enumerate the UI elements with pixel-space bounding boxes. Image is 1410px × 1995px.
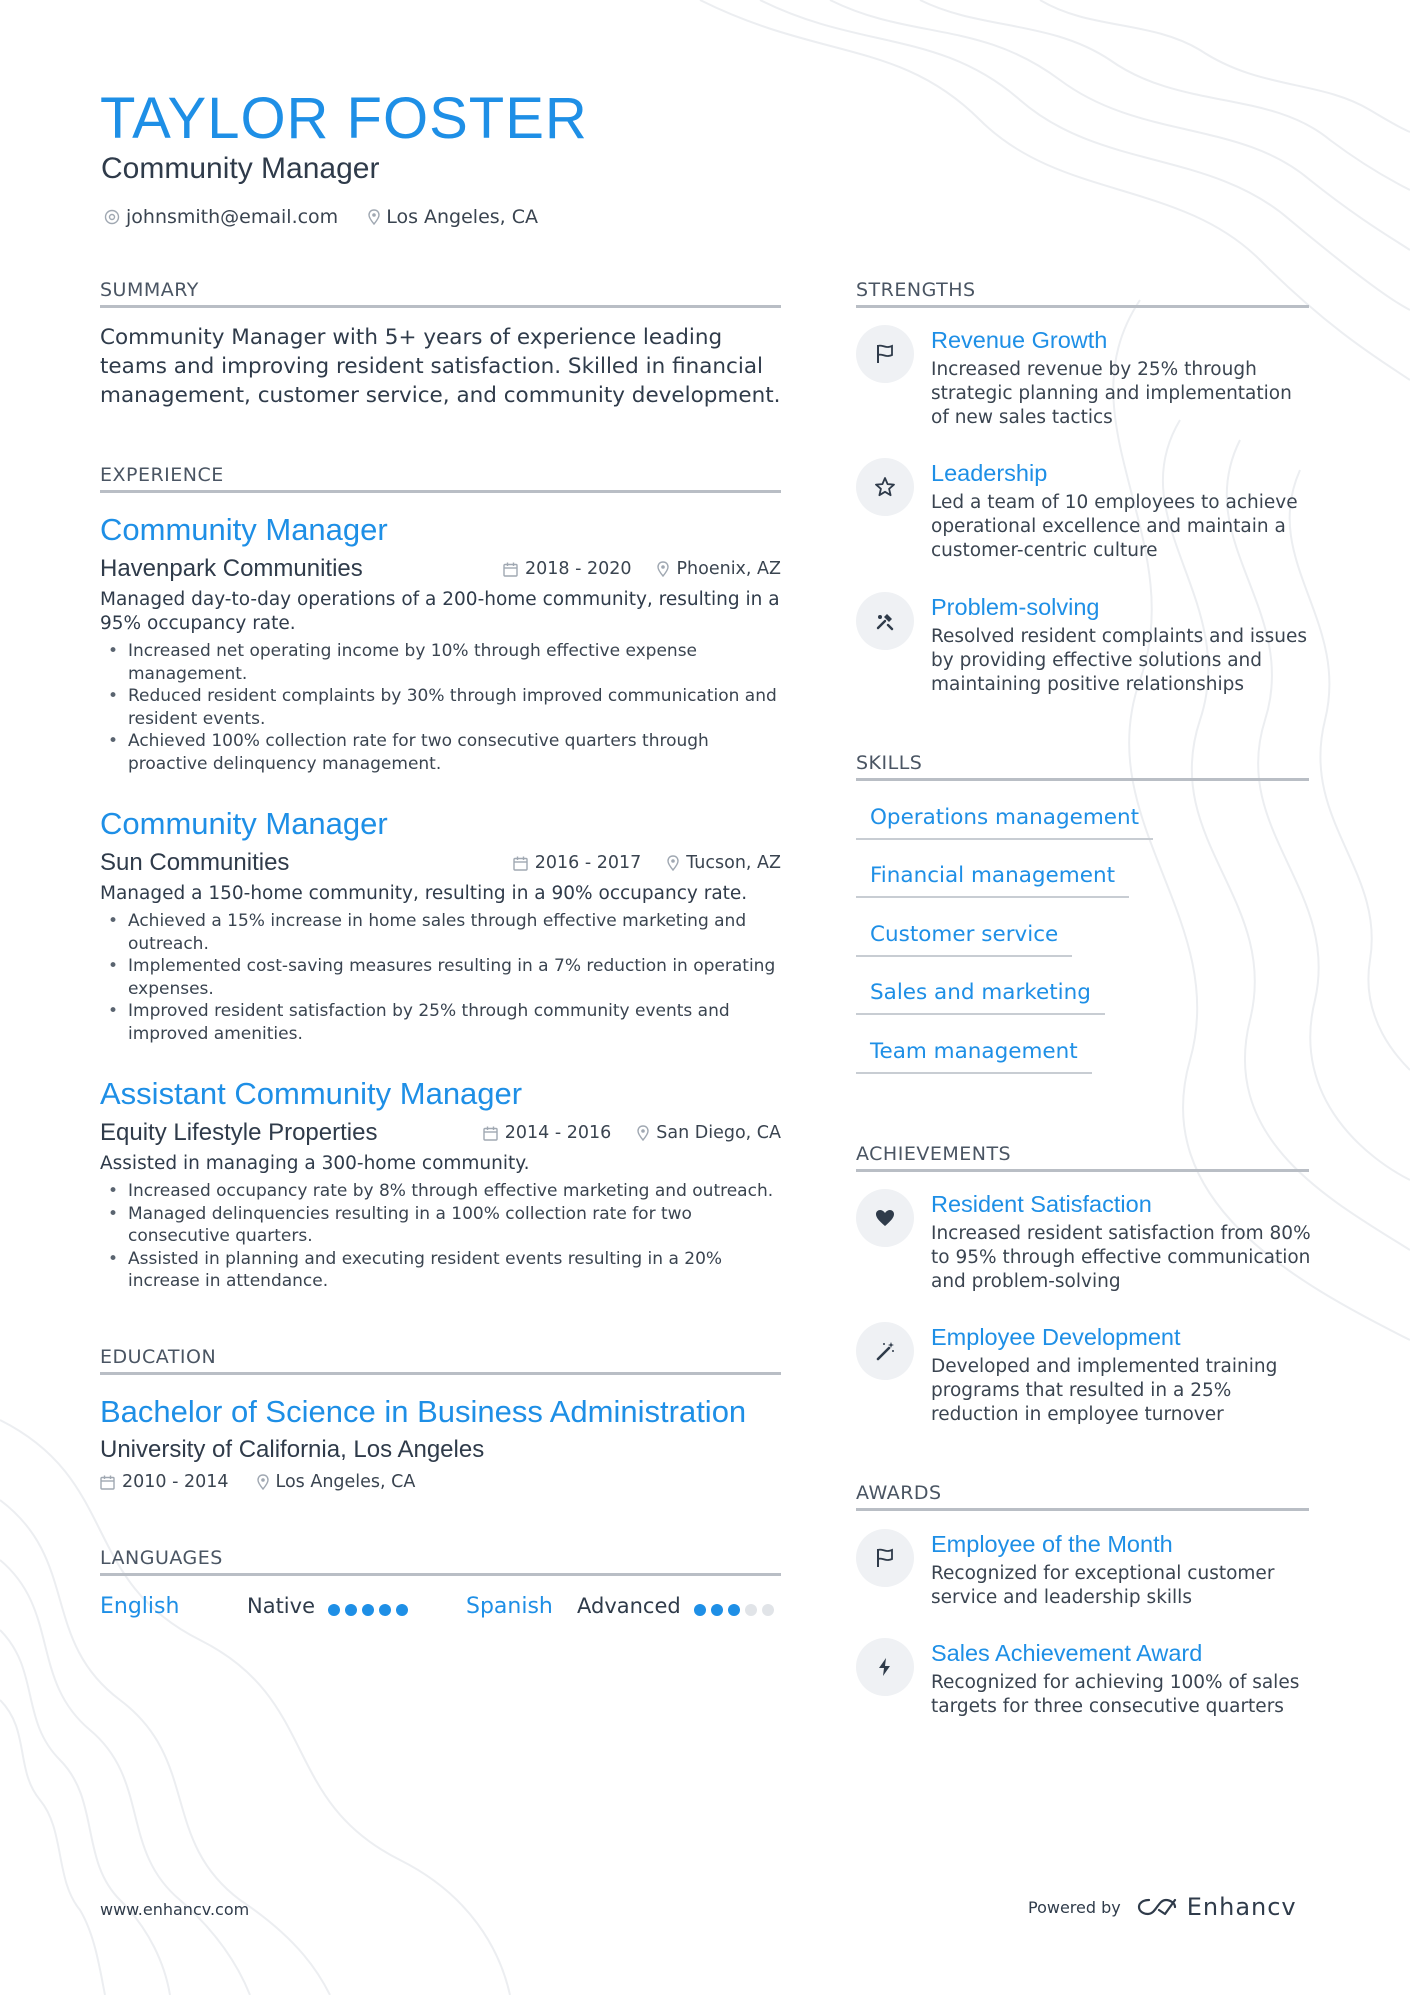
job-description: Managed a 150-home community, resulting in a 90% occupancy rate. [100, 883, 748, 904]
map-pin-icon [257, 1474, 269, 1490]
rating-dot-filled [379, 1604, 391, 1616]
strength-title: Leadership [931, 460, 1048, 486]
powered-by-label: Powered by [1028, 1897, 1121, 1917]
flag-icon [856, 1529, 914, 1587]
summary-heading: SUMMARY [100, 273, 781, 308]
candidate-title: Community Manager [101, 152, 380, 185]
job-description: Managed day-to-day operations of a 200-home community, resulting in a 95% occupancy rate. [100, 589, 780, 634]
brand-name: Enhancv [1186, 1893, 1297, 1921]
bolt-icon [856, 1638, 914, 1696]
strengths-heading: STRENGTHS [856, 273, 1309, 308]
job-title: Assistant Community Manager [100, 1076, 523, 1111]
job-bullet: • Achieved 100% collection rate for two consecutive quarters through proactive delinquency management. [128, 730, 781, 775]
language-level: Advanced [577, 1594, 681, 1618]
footer-website[interactable]: www.enhancv.com [100, 1900, 250, 1919]
map-pin-icon [657, 561, 669, 577]
education-dates: 2010 - 2014 [122, 1472, 229, 1492]
rating-dot-filled [694, 1604, 706, 1616]
education-location: Los Angeles, CA [275, 1472, 416, 1492]
language-name: English [100, 1594, 180, 1619]
strength-description: Increased revenue by 25% through strategic planning and implementation of new sales tactics [931, 359, 1292, 428]
strength-title: Revenue Growth [931, 327, 1108, 353]
job-description: Assisted in managing a 300-home community. [100, 1153, 530, 1174]
flag-icon [856, 325, 914, 383]
skill-tag: Financial management [856, 863, 1129, 898]
achievement-title: Resident Satisfaction [931, 1191, 1152, 1217]
skill-tag: Operations management [856, 805, 1153, 840]
experience-heading: EXPERIENCE [100, 458, 781, 493]
rating-dot-filled [396, 1604, 408, 1616]
language-level: Native [247, 1594, 315, 1618]
rating-dot-filled [345, 1604, 357, 1616]
achievements-heading: ACHIEVEMENTS [856, 1137, 1309, 1172]
map-pin-icon [667, 855, 679, 871]
education-heading: EDUCATION [100, 1340, 781, 1375]
skill-tag: Sales and marketing [856, 980, 1105, 1015]
education-item [100, 1394, 781, 1492]
job-bullet: • Reduced resident complaints by 30% through improved communication and resident events. [128, 685, 781, 730]
job-dates: 2014 - 2016 [504, 1123, 612, 1143]
job-bullet: • Improved resident satisfaction by 25% through community events and improved amenities. [128, 1000, 781, 1045]
job-bullet: • Implemented cost-saving measures resulting in a 7% reduction in operating expenses. [128, 955, 781, 1000]
brand-logo[interactable] [1135, 1893, 1297, 1921]
rating-dot-filled [328, 1604, 340, 1616]
job-bullet: • Achieved a 15% increase in home sales through effective marketing and outreach. [128, 910, 781, 955]
language-name: Spanish [466, 1594, 553, 1619]
rating-dot-empty [762, 1604, 774, 1616]
magic-wand-icon [856, 1322, 914, 1380]
enhancv-logo-icon [1135, 1896, 1179, 1918]
achievement-title: Employee Development [931, 1324, 1181, 1350]
strength-title: Problem-solving [931, 594, 1100, 620]
award-description: Recognized for achieving 100% of sales targets for three consecutive quarters [931, 1672, 1300, 1717]
location-item [368, 206, 538, 228]
job-bullet: • Managed delinquencies resulting in a 100% collection rate for two consecutive quarters. [128, 1203, 781, 1248]
experience-item [100, 1076, 781, 1293]
rating-dot-filled [711, 1604, 723, 1616]
job-title: Community Manager [100, 806, 388, 841]
job-bullet: • Increased occupancy rate by 8% through effective marketing and outreach. [128, 1180, 781, 1203]
strength-description: Resolved resident complaints and issues by providing effective solutions and maintaining positive relationships [931, 626, 1308, 695]
email-item[interactable] [104, 206, 338, 228]
contact-info [104, 206, 538, 228]
language-rating [328, 1604, 408, 1616]
job-bullets [100, 1180, 781, 1293]
job-bullet: • Assisted in planning and executing resident events resulting in a 20% increase in attendance. [128, 1248, 781, 1293]
languages-heading: LANGUAGES [100, 1541, 781, 1576]
strength-description: Led a team of 10 employees to achieve operational excellence and maintain a customer-centric culture [931, 492, 1298, 561]
map-pin-icon [637, 1125, 649, 1141]
achievement-description: Developed and implemented training programs that resulted in a 25% reduction in employee turnover [931, 1356, 1278, 1425]
at-icon [104, 209, 120, 225]
summary-text: Community Manager with 5+ years of experience leading teams and improving resident satisfaction. Skilled in financial management, customer service, and community development. [100, 325, 781, 408]
calendar-icon [483, 1126, 498, 1141]
candidate-name: TAYLOR FOSTER [100, 86, 588, 151]
awards-heading: AWARDS [856, 1476, 1309, 1511]
rating-dot-empty [745, 1604, 757, 1616]
footer-branding[interactable] [1028, 1893, 1297, 1921]
job-bullets [100, 910, 781, 1045]
calendar-icon [100, 1475, 115, 1490]
skill-tag: Team management [856, 1039, 1092, 1074]
job-location: San Diego, CA [656, 1123, 781, 1143]
job-dates: 2016 - 2017 [534, 853, 642, 873]
skill-tag: Customer service [856, 922, 1072, 957]
job-bullet: • Increased net operating income by 10% through effective expense management. [128, 640, 781, 685]
job-dates: 2018 - 2020 [524, 559, 632, 579]
degree-title: Bachelor of Science in Business Administration [100, 1394, 747, 1429]
language-rating [694, 1604, 774, 1616]
rating-dot-filled [728, 1604, 740, 1616]
job-location: Tucson, AZ [686, 853, 781, 873]
award-description: Recognized for exceptional customer service and leadership skills [931, 1563, 1275, 1608]
heart-icon [856, 1189, 914, 1247]
award-title: Sales Achievement Award [931, 1640, 1203, 1666]
company-name: Havenpark Communities [100, 555, 363, 582]
award-title: Employee of the Month [931, 1531, 1173, 1557]
languages-list [100, 1590, 781, 1622]
map-pin-icon [368, 209, 380, 225]
school-name: University of California, Los Angeles [100, 1436, 485, 1463]
company-name: Equity Lifestyle Properties [100, 1119, 378, 1146]
achievement-description: Increased resident satisfaction from 80% to 95% through effective communication and problem-solving [931, 1223, 1311, 1292]
job-bullets [100, 640, 781, 775]
skills-heading: SKILLS [856, 746, 1309, 781]
company-name: Sun Communities [100, 849, 290, 876]
calendar-icon [503, 562, 518, 577]
job-location: Phoenix, AZ [676, 559, 781, 579]
rating-dot-filled [362, 1604, 374, 1616]
email-text[interactable]: johnsmith@email.com [126, 206, 339, 228]
experience-item [100, 512, 781, 775]
puzzle-tools-icon [856, 592, 914, 650]
star-icon [856, 458, 914, 516]
experience-item [100, 806, 781, 1045]
calendar-icon [513, 856, 528, 871]
job-title: Community Manager [100, 512, 388, 547]
location-text: Los Angeles, CA [386, 206, 539, 228]
